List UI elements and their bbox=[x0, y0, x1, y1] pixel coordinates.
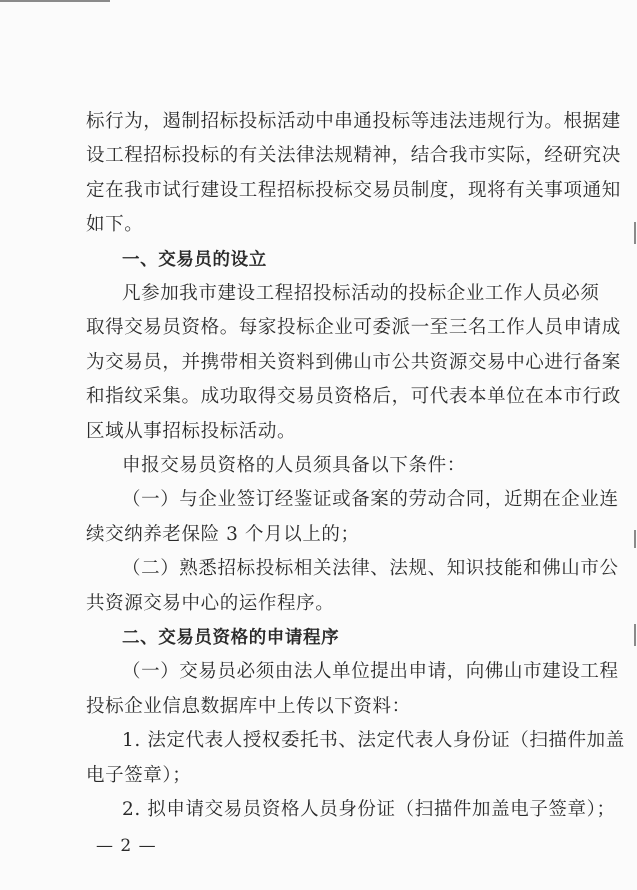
list-item-line: 2. 拟申请交易员资格人员身份证（扫描件加盖电子签章）； bbox=[122, 799, 616, 820]
body-text-line: 取得交易员资格。每家投标企业可委派一至三名工作人员申请成 bbox=[86, 317, 621, 339]
scan-edge-mark bbox=[634, 530, 636, 548]
body-text-line: 电子签章）； bbox=[86, 764, 192, 786]
page-number: — 2 — bbox=[96, 836, 157, 857]
body-text-line: 定在我市试行建设工程招标投标交易员制度，现将有关事项通知 bbox=[86, 179, 621, 201]
paragraph-first-line: 凡参加我市建设工程招投标活动的投标企业工作人员必须 bbox=[122, 283, 600, 304]
list-item-line: 1. 法定代表人授权委托书、法定代表人身份证（扫描件加盖 bbox=[122, 730, 625, 752]
body-text-line: 区域从事招标投标活动。 bbox=[86, 420, 297, 442]
scan-edge-mark bbox=[634, 624, 636, 646]
section-heading: 一、交易员的设立 bbox=[122, 249, 267, 270]
paragraph-first-line: （一）与企业签订经鉴证或备案的劳动合同，近期在企业连 bbox=[122, 489, 619, 511]
body-text-line: 续交纳养老保险 3 个月以上的； bbox=[86, 523, 360, 545]
paragraph-first-line: （二）熟悉招标投标相关法律、法规、知识技能和佛山市公 bbox=[122, 558, 619, 580]
scan-edge-mark bbox=[0, 0, 110, 2]
body-text-line: 标行为，遏制招标投标活动中串通投标等违法违规行为。根据建 bbox=[86, 111, 621, 132]
body-text-line: 和指纹采集。成功取得交易员资格后，可代表本单位在本市行政 bbox=[86, 386, 621, 408]
body-text-line: 如下。 bbox=[86, 214, 144, 236]
paragraph-first-line: 申报交易员资格的人员须具备以下条件： bbox=[122, 455, 466, 476]
section-heading: 二、交易员资格的申请程序 bbox=[122, 628, 340, 648]
body-text-line: 设工程招标投标的有关法律法规精神，结合我市实际，经研究决 bbox=[86, 145, 621, 167]
paragraph-first-line: （一）交易员必须由法人单位提出申请，向佛山市建设工程 bbox=[122, 661, 619, 683]
scan-edge-mark bbox=[634, 222, 636, 244]
body-text-line: 共资源交易中心的运作程序。 bbox=[86, 592, 335, 614]
body-text-line: 为交易员，并携带相关资料到佛山市公共资源交易中心进行备案 bbox=[86, 351, 621, 373]
body-text-line: 投标企业信息数据库中上传以下资料： bbox=[86, 695, 411, 717]
